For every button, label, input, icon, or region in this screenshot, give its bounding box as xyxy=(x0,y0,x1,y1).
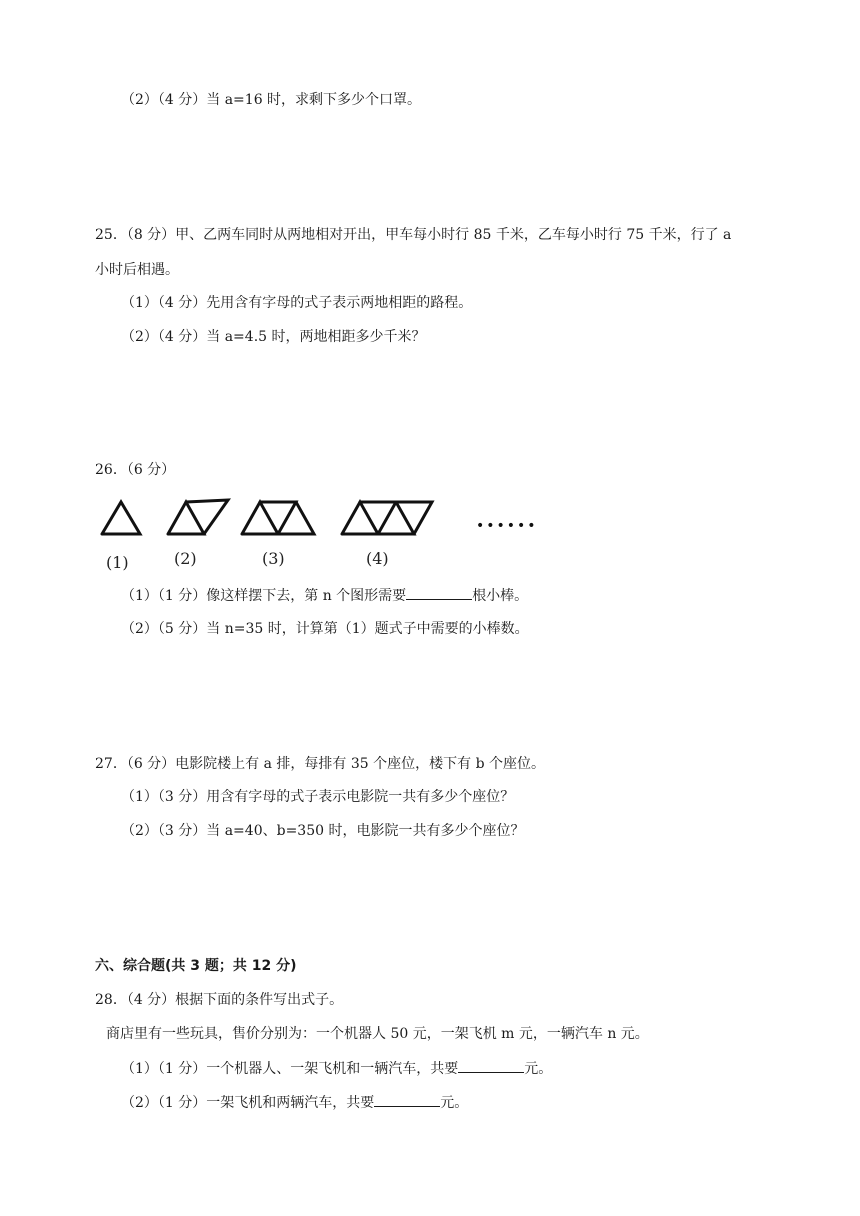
q27-stem: 27．（6 分）电影院楼上有 a 排，每排有 35 个座位，楼下有 b 个座位。 xyxy=(95,756,545,772)
q25-part1: （1）（4 分）先用含有字母的式子表示两地相距的路程。 xyxy=(121,295,473,311)
figure-label-2: (2) xyxy=(174,549,197,568)
q25-stem: 25．（8 分）甲、乙两车同时从两地相对开出，甲车每小时行 85 千米，乙车每小时行 75 千米，行了 a xyxy=(95,227,732,243)
q26-part1-suffix: 根小棒。 xyxy=(472,588,529,604)
figure-label-1: (1) xyxy=(106,553,129,572)
matchstick-triangles-figure xyxy=(98,492,548,572)
q28-part2 xyxy=(121,1092,468,1113)
q25-stem-cont: 小时后相遇。 xyxy=(95,262,179,278)
section-heading: 六、综合题(共 3 题；共 12 分) xyxy=(95,958,297,974)
q27-part1: （1）（3 分）用含有字母的式子表示电影院一共有多少个座位？ xyxy=(121,789,515,805)
figure-label-4: (4) xyxy=(366,549,389,568)
figure-label-3: (3) xyxy=(262,549,285,568)
q28-part1-text: （1）（1 分）一个机器人、一架飞机和一辆汽车，共要 xyxy=(121,1061,459,1077)
q26-part1-text: （1）（1 分）像这样摆下去，第 n 个图形需要 xyxy=(121,588,407,604)
q26-part1 xyxy=(121,585,528,606)
figure-ellipsis: •••••• xyxy=(476,518,538,534)
q28-part1-suffix: 元。 xyxy=(524,1061,553,1077)
answer-blank[interactable] xyxy=(458,1058,524,1073)
answer-blank[interactable] xyxy=(374,1092,440,1107)
q27-part2: （2）（3 分）当 a=40、b=350 时，电影院一共有多少个座位？ xyxy=(121,823,525,839)
q28-part1 xyxy=(121,1058,552,1079)
q28-part2-text: （2）（1 分）一架飞机和两辆汽车，共要 xyxy=(121,1095,375,1111)
q26-stem: 26．（6 分） xyxy=(95,462,176,478)
q25-part2: （2）（4 分）当 a=4.5 时，两地相距多少千米？ xyxy=(121,329,426,345)
answer-blank[interactable] xyxy=(406,585,472,600)
q26-part2: （2）（5 分）当 n=35 时，计算第（1）题式子中需要的小棒数。 xyxy=(121,621,529,637)
q28-part2-suffix: 元。 xyxy=(440,1095,469,1111)
q28-stem: 28．（4 分）根据下面的条件写出式子。 xyxy=(95,992,344,1008)
q24-part2: （2）（4 分）当 a=16 时，求剩下多少个口罩。 xyxy=(121,92,422,108)
q28-context: 商店里有一些玩具，售价分别为：一个机器人 50 元，一架飞机 m 元，一辆汽车 n 元。 xyxy=(106,1026,649,1042)
